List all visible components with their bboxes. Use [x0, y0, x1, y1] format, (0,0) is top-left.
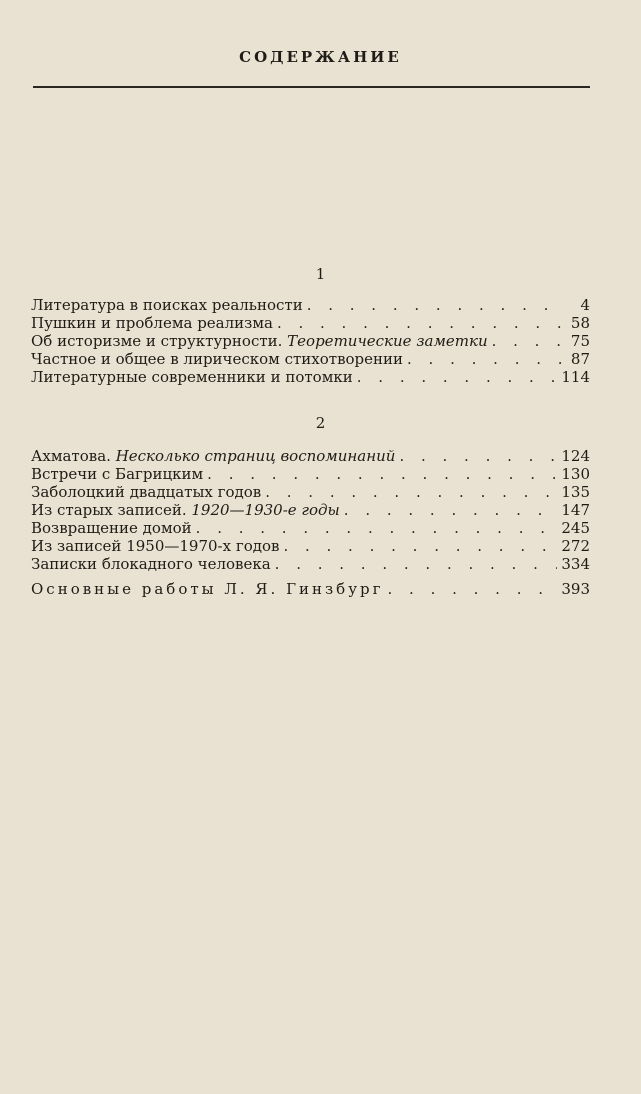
- entry-title: Частное и общее в лирическом стихотворении: [31, 350, 404, 368]
- toc-entry[interactable]: [31, 350, 590, 368]
- entry-page: 393: [561, 580, 590, 598]
- dot-leader: [275, 555, 558, 573]
- works-list: [31, 580, 590, 598]
- entry-subtitle: Несколько страниц воспоминаний: [115, 447, 396, 465]
- entry-page: 58: [570, 314, 590, 332]
- toc-entry[interactable]: [31, 555, 590, 573]
- dot-leader: [196, 519, 558, 537]
- dot-leader: [277, 314, 562, 332]
- toc-entry[interactable]: [31, 332, 590, 350]
- entry-title: Об историзме и структурности.: [31, 332, 288, 350]
- toc-entry[interactable]: [31, 501, 590, 519]
- entry-title: Основные работы Л. Я. Гинзбург: [31, 580, 384, 598]
- toc-entry[interactable]: [31, 519, 590, 537]
- section-2-number: 2: [315, 414, 326, 432]
- entry-title: Заболоцкий двадцатых годов: [31, 483, 262, 501]
- entry-subtitle: Теоретические заметки: [287, 332, 488, 350]
- entry-title: Записки блокадного человека: [31, 555, 271, 573]
- entry-title: Из старых записей.: [31, 501, 192, 519]
- toc-entry[interactable]: [31, 465, 590, 483]
- dot-leader: [357, 368, 558, 386]
- section-1-number: 1: [315, 265, 326, 283]
- dot-leader: [307, 296, 562, 314]
- dot-leader: [265, 483, 557, 501]
- entry-title: Литературные современники и потомки: [31, 368, 353, 386]
- entry-page: 4: [580, 296, 590, 314]
- entry-page: 135: [561, 483, 590, 501]
- section-1-list: [31, 296, 590, 386]
- toc-entry-works[interactable]: [31, 580, 590, 598]
- title-rule: [33, 86, 590, 88]
- dot-leader: [344, 501, 558, 519]
- section-2-list: [31, 447, 590, 573]
- entry-subtitle: 1920—1930-е годы: [191, 501, 340, 519]
- entry-page: 334: [561, 555, 590, 573]
- dot-leader: [492, 332, 562, 350]
- toc-entry[interactable]: [31, 314, 590, 332]
- entry-page: 130: [561, 465, 590, 483]
- dot-leader: [283, 537, 557, 555]
- entry-title: Встречи с Багрицким: [31, 465, 204, 483]
- entry-title: Пушкин и проблема реализма: [31, 314, 273, 332]
- entry-page: 272: [561, 537, 590, 555]
- entry-page: 124: [561, 447, 590, 465]
- entry-title: Из записей 1950—1970-х годов: [31, 537, 280, 555]
- toc-entry[interactable]: [31, 483, 590, 501]
- toc-entry[interactable]: [31, 296, 590, 314]
- dot-leader: [407, 350, 562, 368]
- dot-leader: [388, 580, 558, 598]
- entry-title: Ахматова.: [31, 447, 116, 465]
- toc-entry[interactable]: [31, 368, 590, 386]
- page-title: СОДЕРЖАНИЕ: [239, 48, 402, 66]
- dot-leader: [207, 465, 557, 483]
- entry-page: 114: [561, 368, 590, 386]
- entry-page: 147: [561, 501, 590, 519]
- toc-entry[interactable]: [31, 537, 590, 555]
- entry-title: Возвращение домой: [31, 519, 192, 537]
- entry-page: 75: [570, 332, 590, 350]
- toc-entry[interactable]: [31, 447, 590, 465]
- entry-page: 87: [570, 350, 590, 368]
- entry-title: Литература в поисках реальности: [31, 296, 303, 314]
- entry-page: 245: [561, 519, 590, 537]
- dot-leader: [399, 447, 557, 465]
